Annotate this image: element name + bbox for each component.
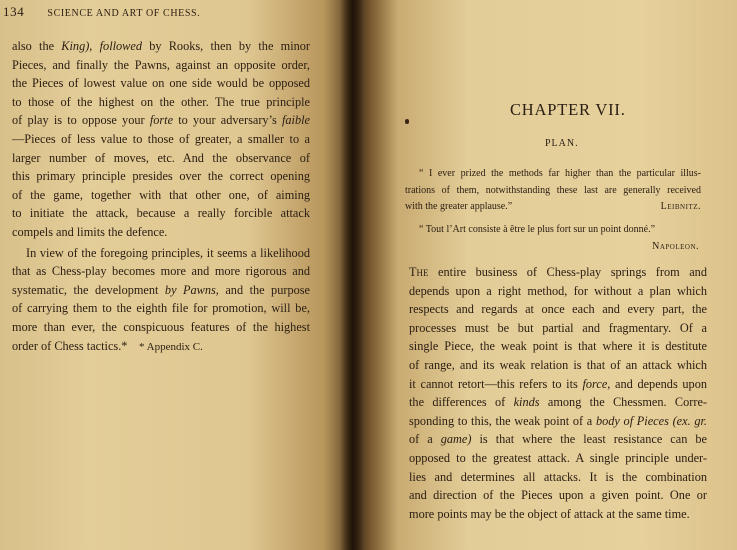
text-line: The entire business of Chess-play springs from and [409,265,707,279]
text-line: of the game, together with that other one, of aiming [12,187,310,202]
left-body-text [12,37,310,355]
lead-word: The [409,265,439,279]
chapter-paragraph [409,263,707,523]
text-line: more points may be the object of attack at the same time. [409,506,690,521]
text-line: In view of the foregoing principles, it seems a likelihood [26,245,310,260]
text-line: systematic, the development by Pawns, and the purpose [12,282,310,297]
epigraph-line: trations of them, notwithstanding these last are generally received [405,184,701,196]
text-line: and direction of the Pieces upon a given point. One or [409,488,707,503]
footnote: * Appendix C. [139,341,203,353]
text-line: of carrying them to the eighth file for promotion, will be, [12,301,310,316]
epigraph-1-last-line: with the greater applause.” [405,201,513,212]
left-running-header [3,4,303,20]
text-line: the Pieces of lowest value on one side would be opposed [12,76,310,91]
text-line: Pieces, and finally the Pawns, against an opposite order, [12,57,310,72]
running-header-title: SCIENCE AND ART OF CHESS. [47,8,201,19]
text-line: respects and regards at once each and every part, the [409,302,707,317]
text-line: of play is to oppose your forte to your adversary’s faible [12,113,310,128]
text-line: also the King), followed by Rooks, then by the minor [12,39,311,53]
epigraph-napoleon [405,222,701,255]
section-title: PLAN. [545,138,579,149]
paragraph-2 [12,244,310,356]
italic-text: followed [99,39,142,53]
text-line: to those of the highest on the other. The true principle [12,94,310,109]
text-line: of range, and its weak relation is that of an attack which [409,357,707,372]
text-line: the differences of kinds among the Chessmen. Corre- [409,395,707,410]
italic-text: King), [61,39,93,53]
text-line: depends upon a right method, for without a plan which [409,283,707,298]
text-line: this primary principle presides over the correct opening [12,169,310,184]
text-line: order of Chess tactics.* [12,338,128,353]
text-line: compels and limits the defence. [12,224,168,239]
italic-text: faible [281,113,310,128]
text-line: lies and determines all attacks. It is the combination [409,469,707,484]
text-line: single Piece, the weak point is that where it is destitute [409,339,707,354]
ink-speck [405,119,409,124]
text-line: that as Chess-play becomes more and more rigorous and [12,264,310,279]
epigraph-line: “ I ever prized the methods far higher than the particular illus- [419,168,701,179]
paragraph-1 [12,37,310,242]
text-line: it cannot retort—this refers to its force, and depends upon [409,376,707,391]
italic-text: forte [149,113,174,128]
text-line: to initiate the attack, because a really forcible attack [12,206,310,221]
text-line: processes must be but partial and fragmentary. Of a [409,320,707,335]
epigraph-leibnitz [405,166,701,216]
italic-text: kinds [513,395,540,410]
epigraph-2-author: Napoleon. [652,240,699,252]
italic-text: body of Pieces (ex. gr. [595,413,707,428]
epigraph-1-lines [405,166,701,199]
epigraph-1-author: Leibnitz. [660,201,701,212]
book-gutter [340,0,364,550]
text-line: sponding to this, the weak point of a body of Pieces (ex. gr. [409,413,707,428]
text-line: —Pieces of less value to those of greater, a smaller to a [12,131,310,146]
left-page [0,0,352,550]
text-line: of a game) is that where the least resistance can be [409,432,707,447]
text-line: larger number of moves, etc. And the observance of [12,150,310,165]
text-line: opposed to the greatest attack. A single principle under- [409,450,707,465]
epigraph-2-line: “ Tout l’Art consiste à être le plus fort sur un point donné.” [419,224,656,235]
italic-text: game) [440,432,472,447]
italic-text: by Pawns, [164,282,219,297]
chapter-title: CHAPTER VII. [510,100,626,119]
text-line: more than ever, the conspicuous features of the highest [12,319,310,334]
right-body-text [409,263,707,523]
page-number: 134 [3,4,25,19]
italic-text: force, [582,376,611,391]
